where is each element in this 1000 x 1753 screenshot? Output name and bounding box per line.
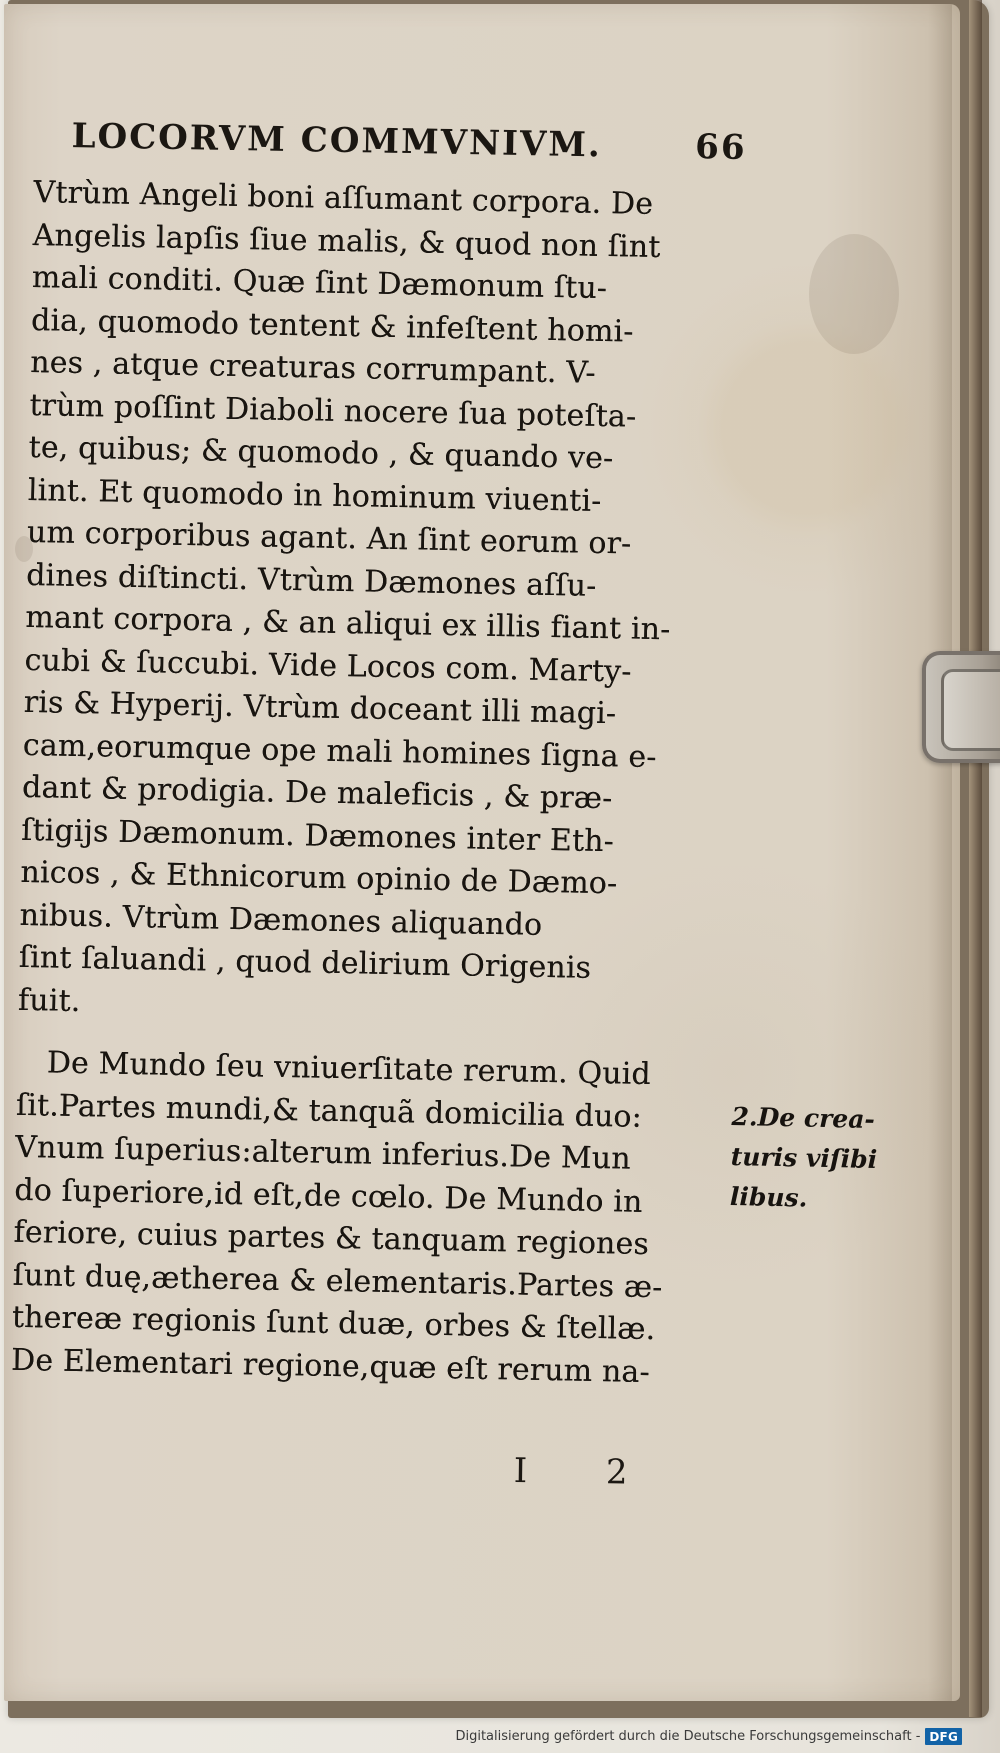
text-line: Vtrùm Angeli boni aſſumant corpora. De — [33, 174, 654, 222]
text-line: trùm poſſint Diaboli nocere ſua poteſta- — [29, 387, 637, 435]
marginal-note-line: libus. — [729, 1181, 808, 1213]
text-line: feriore, cuius partes & tanquam regiones — [13, 1214, 650, 1263]
dfg-logo: DFG — [925, 1728, 962, 1745]
page-paper — [4, 4, 960, 1701]
text-line: De Mundo ſeu vniuerſitate rerum. Quid — [46, 1045, 652, 1093]
printer-signature-mark: I 2 — [513, 1451, 662, 1494]
text-line: te, quibus; & quomodo , & quando ve- — [28, 429, 614, 477]
text-line: ſint ſaluandi , quod delirium Origenis — [18, 939, 592, 986]
paper-spot — [809, 234, 899, 354]
text-line: ſunt duę,ætherea & elementaris.Partes æ- — [12, 1257, 663, 1305]
text-line: fuit. — [17, 982, 81, 1019]
metal-clasp — [922, 651, 1000, 763]
text-line: do ſuperiore,id eſt,de cœlo. De Mundo in — [14, 1172, 643, 1220]
digitization-credit — [455, 1724, 962, 1749]
text-line: dines diſtincti. Vtrùm Dæmones aſſu- — [25, 557, 597, 604]
text-line: nicos , & Ethnicorum opinio de Dæmo- — [20, 854, 618, 902]
text-line: lint. Et quomodo in hominum viuenti- — [27, 472, 602, 519]
text-line: De Elementari regione,quæ eſt rerum na- — [10, 1342, 651, 1390]
text-line: cubi & ſuccubi. Vide Locos com. Marty- — [24, 642, 632, 690]
text-line: ſtigijs Dæmonum. Dæmones inter Eth- — [21, 812, 615, 859]
marginal-note-line: 2.De crea- — [731, 1101, 876, 1134]
text-line: dia, quomodo tentent & infeſtent homi- — [30, 302, 634, 350]
page-number: 66 — [694, 127, 747, 168]
page-title: LOCORVM COMMVNIVM. — [71, 116, 603, 166]
text-line: thereæ regionis ſunt duæ, orbes & ſtellæ. — [11, 1299, 656, 1348]
text-line: nibus. Vtrùm Dæmones aliquando — [19, 897, 543, 943]
text-line: cam,eorumque ope mali homines ſigna e- — [22, 727, 657, 775]
text-line: ris & Hyperij. Vtrùm doceant illi magi- — [23, 684, 617, 732]
text-line: Vnum ſuperius:alterum inferius.De Mun — [14, 1129, 632, 1177]
text-line: um corporibus agant. An ſint eorum or- — [26, 514, 632, 562]
marginal-note — [729, 1097, 921, 1221]
book-fore-edge — [969, 0, 982, 1717]
marginal-note-line: turis viſibi — [730, 1141, 878, 1175]
text-line: ſit.Partes mundi,& tanquã domicilia duo: — [15, 1087, 643, 1135]
text-line: Angelis lapſis ſiue malis, & quod non ſint — [32, 217, 661, 265]
text-line: dant & prodigia. De maleficis , & præ- — [21, 769, 613, 817]
text-line: nes , atque creaturas corrumpant. V- — [30, 344, 597, 391]
main-text-block — [10, 172, 739, 1457]
text-line: mant corpora , & an aliqui ex illis fiant in- — [25, 599, 671, 648]
text-line: mali conditi. Quæ ſint Dæmonum ſtu- — [31, 259, 608, 307]
digitization-credit-text: Digitalisierung gefördert durch die Deutsche Forschungsgemeinschaft - — [455, 1729, 921, 1744]
